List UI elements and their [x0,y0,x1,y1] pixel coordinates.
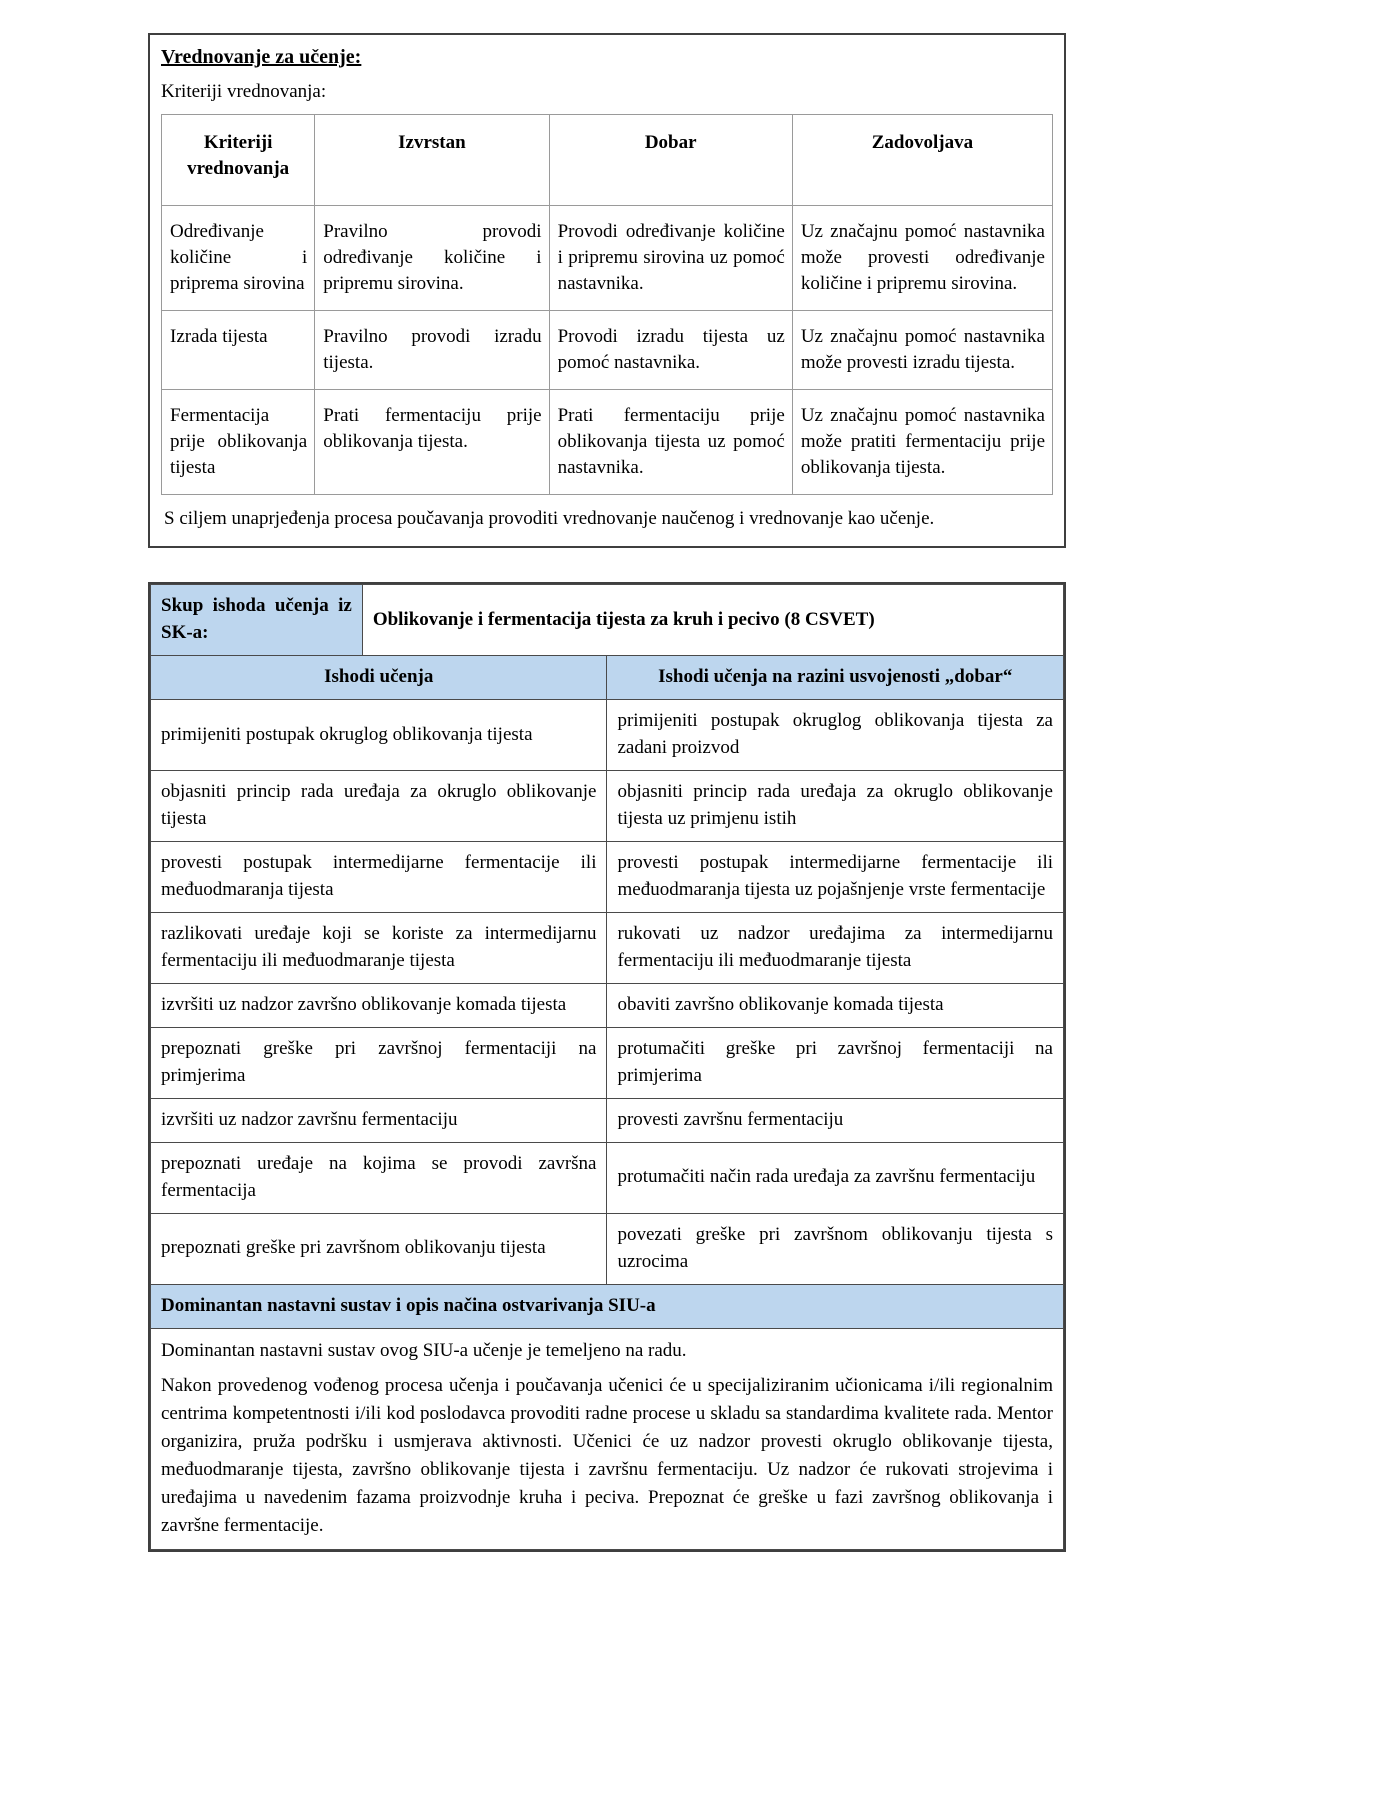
outcome-row [151,842,1064,913]
dominant-system-banner-row [151,1284,1064,1328]
dominant-system-body-row [151,1328,1064,1549]
criteria-header-row [162,115,1053,206]
outcomes-col-header-left: Ishodi učenja [151,656,607,700]
outcomes-col-header-right: Ishodi učenja na razini usvojenosti „dobar“ [607,656,1064,700]
assessment-title: Vrednovanje za učenje: [161,46,362,68]
outcome-cell-left: objasniti princip rada uređaja za okruglo oblikovanje tijesta [151,771,607,842]
criteria-heading: Kriteriji vrednovanja: [161,81,327,102]
outcome-cell-left: izvršiti uz nadzor završnu fermentaciju [151,1098,607,1142]
outcome-cell-right: objasniti princip rada uređaja za okruglo oblikovanje tijesta uz primjenu istih [607,771,1064,842]
outcomes-title-row [151,585,1064,656]
dobar-cell: Provodi određivanje količine i pripremu sirovina uz pomoć nastavnika. [549,206,792,311]
outcome-cell-right: obaviti završno oblikovanje komada tijesta [607,984,1064,1028]
outcome-row [151,771,1064,842]
outcome-cell-right: provesti postupak intermedijarne fermentacije ili međuodmaranja tijesta uz pojašnjenje vrste fermentacije [607,842,1064,913]
outcome-row [151,984,1064,1028]
criterion-cell: Fermentacija prije oblikovanja tijesta [162,390,315,495]
description-line-1: Dominantan nastavni sustav ovog SIU-a učenje je temeljeno na radu. [161,1339,687,1361]
document-page [148,33,1066,1552]
outcome-cell-left: izvršiti uz nadzor završno oblikovanje komada tijesta [151,984,607,1028]
outcome-row [151,1028,1064,1099]
izvrstan-col-header: Izvrstan [315,115,549,206]
outcome-cell-left: primijeniti postupak okruglog oblikovanja tijesta [151,700,607,771]
outcomes-header-row [151,656,1064,700]
description-paragraph: Nakon provedenog vođenog procesa učenja i poučavanja učenici će u specijaliziranim učionicama i/ili regionalnim centrima kompetentnosti i/ili kod poslodavca provoditi radne procese u skladu sa standardima kvalitete rada. Mentor organizira, pruža podršku i usmjerava aktivnosti. Učenici će uz nadzor provesti okruglo oblikovanje tijesta, međuodmaranje tijesta, završno oblikovanje tijesta i završnu fermentaciju. Uz nadzor će rukovati strojevima i uređajima u navedenim fazama proizvodnje kruha i peciva. Prepoznat će greške u fazi završnog oblikovanja i završne fermentacije. [161,1374,1053,1537]
outcome-cell-right: protumačiti način rada uređaja za završnu fermentaciju [607,1142,1064,1213]
dominant-system-description [151,1328,1064,1549]
outcome-row [151,1213,1064,1284]
zadovoljava-cell: Uz značajnu pomoć nastavnika može provesti određivanje količine i pripremu sirovina. [792,206,1052,311]
learning-outcomes-section [148,582,1066,1551]
outcomes-set-label: Skup ishoda učenja iz SK-a: [151,585,363,656]
outcome-cell-right: primijeniti postupak okruglog oblikovanja tijesta za zadani proizvod [607,700,1064,771]
dobar-col-header: Dobar [549,115,792,206]
outcome-cell-right: povezati greške pri završnom oblikovanju tijesta s uzrocima [607,1213,1064,1284]
criteria-row [162,390,1053,495]
outcome-cell-right: rukovati uz nadzor uređajima za intermedijarnu fermentaciju ili međuodmaranje tijesta [607,913,1064,984]
outcome-row [151,1098,1064,1142]
criteria-row [162,206,1053,311]
criterion-cell: Izrada tijesta [162,311,315,390]
zadovoljava-col-header: Zadovoljava [792,115,1052,206]
izvrstan-cell: Prati fermentaciju prije oblikovanja tijesta. [315,390,549,495]
outcome-row [151,700,1064,771]
assessment-note: S ciljem unaprjeđenja procesa poučavanja provoditi vrednovanje naučenog i vrednovanje kao učenje. [164,508,935,530]
outcome-row [151,913,1064,984]
criterion-cell: Određivanje količine i priprema sirovina [162,206,315,311]
izvrstan-cell: Pravilno provodi izradu tijesta. [315,311,549,390]
outcome-cell-left: provesti postupak intermedijarne fermentacije ili međuodmaranja tijesta [151,842,607,913]
dominant-system-banner: Dominantan nastavni sustav i opis načina ostvarivanja SIU-a [151,1284,1064,1328]
zadovoljava-cell: Uz značajnu pomoć nastavnika može pratiti fermentaciju prije oblikovanja tijesta. [792,390,1052,495]
outcomes-table [150,584,1064,1549]
criteria-row [162,311,1053,390]
dobar-cell: Provodi izradu tijesta uz pomoć nastavnika. [549,311,792,390]
outcome-cell-right: protumačiti greške pri završnoj fermentaciji na primjerima [607,1028,1064,1099]
outcomes-set-title: Oblikovanje i fermentacija tijesta za kruh i pecivo (8 CSVET) [362,585,1063,656]
outcome-cell-left: prepoznati greške pri završnom oblikovanju tijesta [151,1213,607,1284]
criteria-col-header: Kriteriji vrednovanja [162,115,315,206]
outcome-cell-left: prepoznati greške pri završnoj fermentaciji na primjerima [151,1028,607,1099]
outcome-cell-left: razlikovati uređaje koji se koriste za intermedijarnu fermentaciju ili međuodmaranje tijesta [151,913,607,984]
zadovoljava-cell: Uz značajnu pomoć nastavnika može provesti izradu tijesta. [792,311,1052,390]
outcome-cell-left: prepoznati uređaje na kojima se provodi završna fermentacija [151,1142,607,1213]
criteria-table [161,114,1053,495]
outcome-cell-right: provesti završnu fermentaciju [607,1098,1064,1142]
assessment-for-learning-section [148,33,1066,548]
dobar-cell: Prati fermentaciju prije oblikovanja tijesta uz pomoć nastavnika. [549,390,792,495]
outcome-row [151,1142,1064,1213]
izvrstan-cell: Pravilno provodi određivanje količine i pripremu sirovina. [315,206,549,311]
